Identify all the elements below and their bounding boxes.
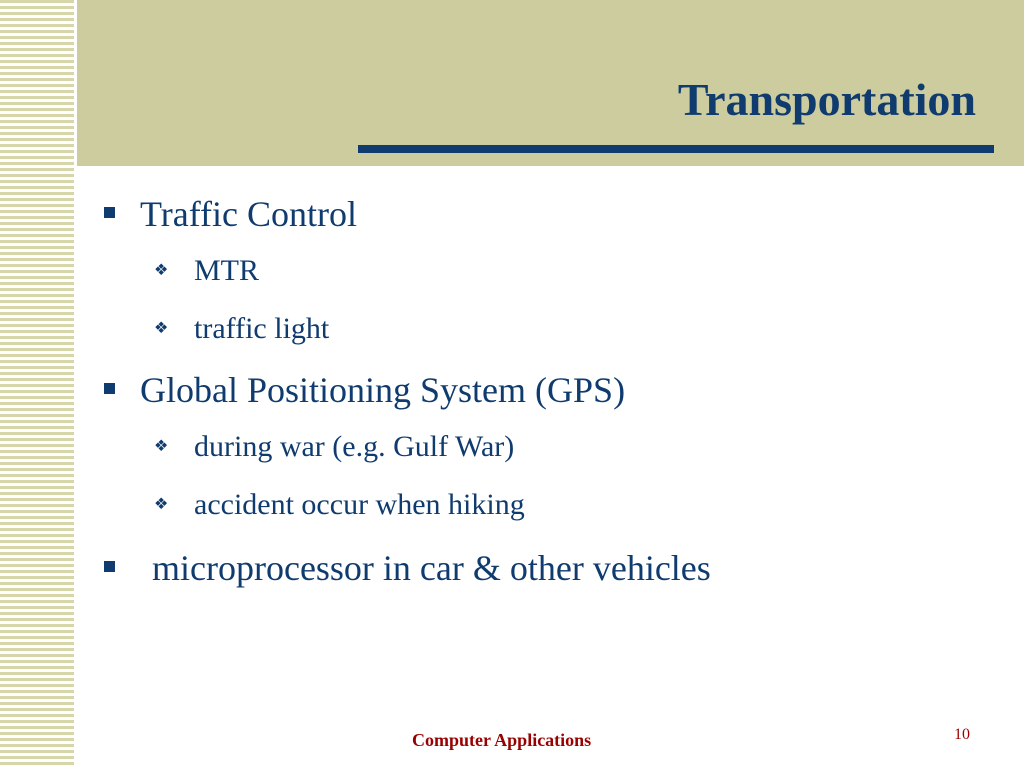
sub-bullet-item: [104, 242, 984, 300]
page-number: 10: [954, 726, 970, 743]
slide-title: Transportation: [677, 74, 976, 125]
bullet-list: [104, 186, 984, 596]
left-striped-bar: [0, 0, 74, 768]
bullet-item: [104, 540, 984, 596]
square-bullet-icon: [104, 561, 115, 572]
bullet-item: [104, 362, 984, 418]
square-bullet-icon: [104, 383, 115, 394]
diamond-bullet-icon: ❖: [154, 320, 169, 337]
sub-bullet-item: [104, 300, 984, 358]
diamond-bullet-icon: ❖: [154, 496, 169, 513]
sub-bullet-text: MTR: [194, 254, 260, 287]
bullet-text: microprocessor in car & other vehicles: [152, 548, 711, 588]
sub-bullet-text: accident occur when hiking: [194, 488, 525, 521]
bullet-text: Global Positioning System (GPS): [140, 370, 626, 410]
bullet-text: Traffic Control: [140, 194, 358, 234]
sub-bullet-text: during war (e.g. Gulf War): [194, 430, 515, 463]
sub-bullet-text: traffic light: [194, 312, 330, 345]
diamond-bullet-icon: ❖: [154, 262, 169, 279]
bullet-item: [104, 186, 984, 242]
sub-bullet-item: [104, 476, 984, 534]
sub-bullet-item: [104, 418, 984, 476]
square-bullet-icon: [104, 207, 115, 218]
diamond-bullet-icon: ❖: [154, 438, 169, 455]
footer-text: Computer Applications: [412, 730, 592, 750]
title-underline: [358, 145, 994, 153]
